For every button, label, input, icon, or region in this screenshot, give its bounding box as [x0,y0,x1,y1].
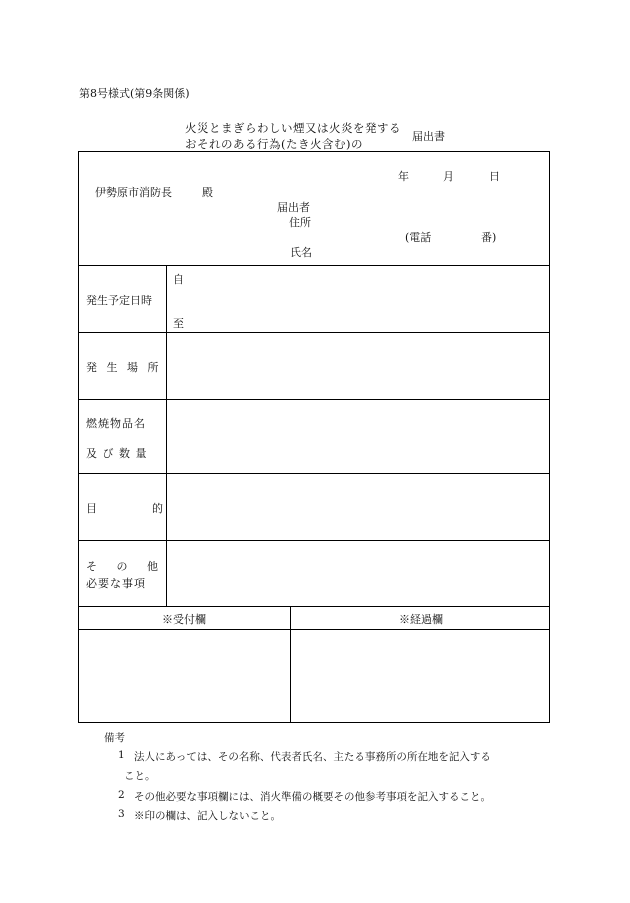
phone-open-label: (電話 [405,231,432,244]
material-label-line-1: 燃焼物品名 [86,417,146,430]
material-label-line-2: 及 び 数 量 [86,447,148,460]
datetime-label: 発生予定日時 [86,294,152,307]
note-text-1-continued: こと。 [124,770,156,782]
form-number: 第8号様式(第9条関係) [79,87,190,100]
name-label: 氏名 [290,246,312,259]
note-text-2: その他必要な事項欄には、消火準備の概要その他参考事項を記入すること。 [134,791,491,803]
divider-place [79,399,549,400]
purpose-label-right: 的 [152,502,163,515]
day-label: 日 [489,170,500,183]
label-column-divider [166,265,167,606]
place-label: 発 生 場 所 [86,361,162,374]
note-number-2: 2 [118,789,125,801]
progress-column-label: ※経過欄 [399,613,443,626]
note-number-1: 1 [118,749,125,761]
reception-column-label: ※受付欄 [162,613,206,626]
form-title-line-1: 火災とまぎらわしい煙又は火炎を発する [185,121,401,135]
divider-datetime [79,332,549,333]
phone-close-label: 番) [481,231,497,244]
footer-column-divider [290,606,291,722]
from-label: 自 [173,273,184,286]
note-text-1: 法人にあっては、その名称、代表者氏名、主たる事務所の所在地を記入する [134,751,491,763]
divider-other [79,606,549,607]
addressee: 伊勢原市消防長 [95,186,172,199]
divider-material [79,473,549,474]
note-text-3: ※印の欄は、記入しないこと。 [134,810,281,822]
other-label-line-1: そ の 他 [86,560,166,573]
notes-heading: 備考 [104,732,125,744]
note-number-3: 3 [118,808,125,820]
address-label: 住所 [289,216,311,229]
to-label: 至 [173,317,184,330]
purpose-label-left: 目 [86,502,97,515]
year-label: 年 [398,170,409,183]
notifier-label: 届出者 [277,201,310,214]
form-title-suffix: 届出書 [412,130,445,143]
divider-top-section [79,265,549,266]
form-title-line-2: おそれのある行為(たき火含む)の [185,137,363,151]
divider-footer-header [79,629,549,630]
form-table [78,151,550,723]
month-label: 月 [443,170,454,183]
divider-purpose [79,540,549,541]
honorific: 殿 [202,186,213,199]
other-label-line-2: 必要な事項 [86,577,146,590]
